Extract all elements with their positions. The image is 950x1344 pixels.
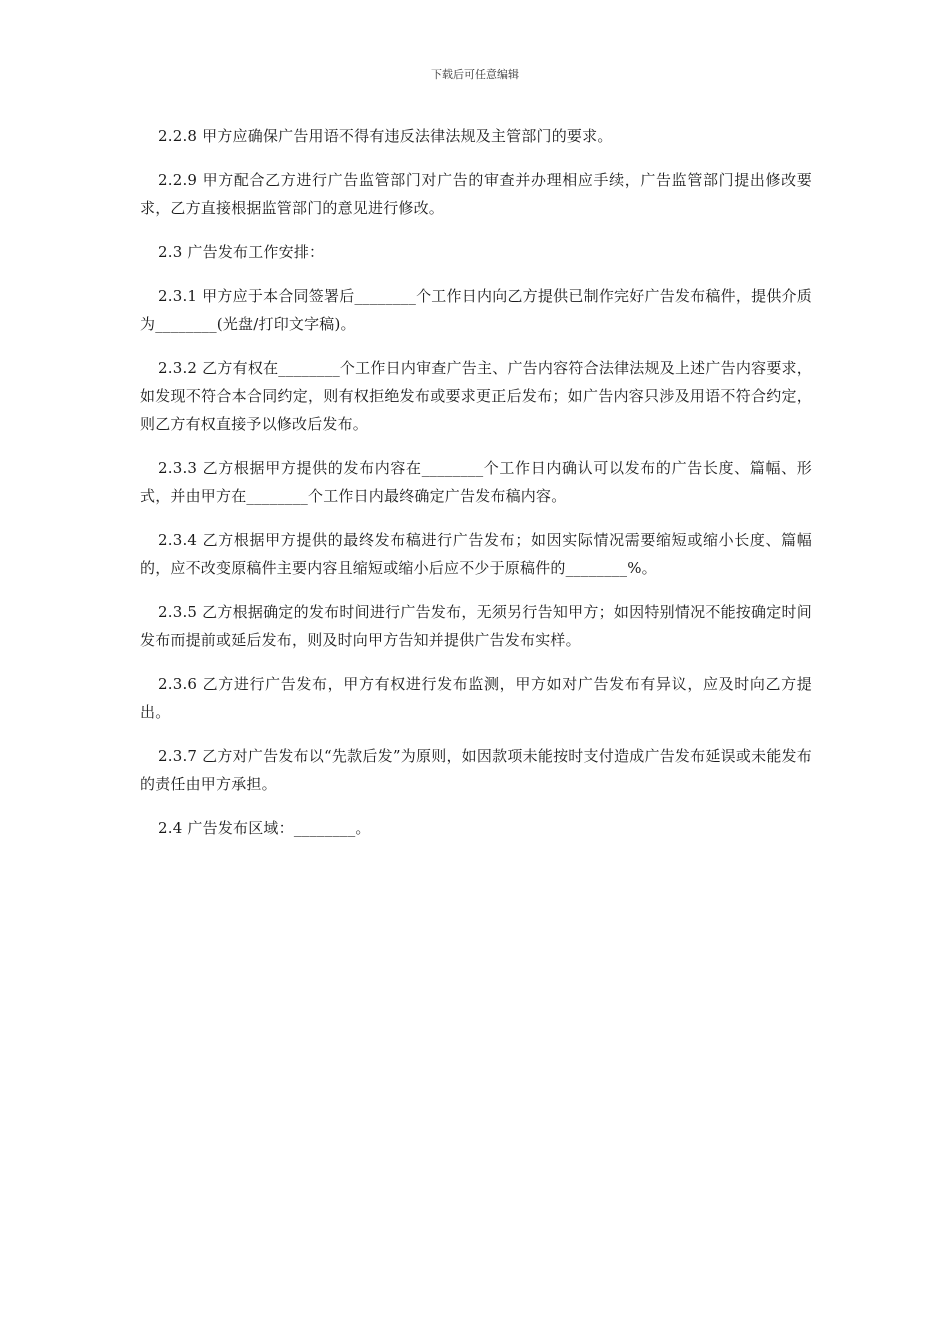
clause-2-3: 2.3 广告发布工作安排： (158, 243, 325, 261)
clause-2-3-1: 2.3.1 甲方应于本合同签署后________个工作日内向乙方提供已制作完好广告发布稿件，提供介质为________(光盘/打印文字稿)。 (140, 287, 812, 333)
clause-2-3-3: 2.3.3 乙方根据甲方提供的发布内容在________个工作日内确认可以发布的广告长度、篇幅、形式，并由甲方在________个工作日内最终确定广告发布稿内容。 (140, 459, 812, 505)
clause-2-3-7: 2.3.7 乙方对广告发布以“先款后发”为原则，如因款项未能按时支付造成广告发布延误或未能发布的责任由甲方承担。 (140, 747, 812, 793)
clause-2-3-2: 2.3.2 乙方有权在________个工作日内审查广告主、广告内容符合法律法规及上述广告内容要求，如发现不符合本合同约定，则有权拒绝发布或要求更正后发布；如广告内容只涉及用语不符合约定，则乙方有权直接予以修改后发布。 (140, 359, 812, 433)
clause-2-2-8: 2.2.8 甲方应确保广告用语不得有违反法律法规及主管部门的要求。 (158, 127, 613, 145)
clause-2-3-4: 2.3.4 乙方根据甲方提供的最终发布稿进行广告发布；如因实际情况需要缩短或缩小长度、篇幅的，应不改变原稿件主要内容且缩短或缩小后应不少于原稿件的________%。 (140, 531, 812, 577)
clause-2-3-5: 2.3.5 乙方根据确定的发布时间进行广告发布，无须另行告知甲方；如因特别情况不能按确定时间发布而提前或延后发布，则及时向甲方告知并提供广告发布实样。 (140, 603, 812, 649)
clause-2-3-6: 2.3.6 乙方进行广告发布，甲方有权进行发布监测，甲方如对广告发布有异议，应及时向乙方提出。 (140, 675, 812, 721)
clause-2-2-9: 2.2.9 甲方配合乙方进行广告监管部门对广告的审查并办理相应手续，广告监管部门提出修改要求，乙方直接根据监管部门的意见进行修改。 (140, 171, 812, 217)
clause-2-4: 2.4 广告发布区域：________。 (158, 819, 371, 837)
document-body (140, 122, 812, 858)
page-header: 下载后可任意编辑 (431, 68, 519, 81)
